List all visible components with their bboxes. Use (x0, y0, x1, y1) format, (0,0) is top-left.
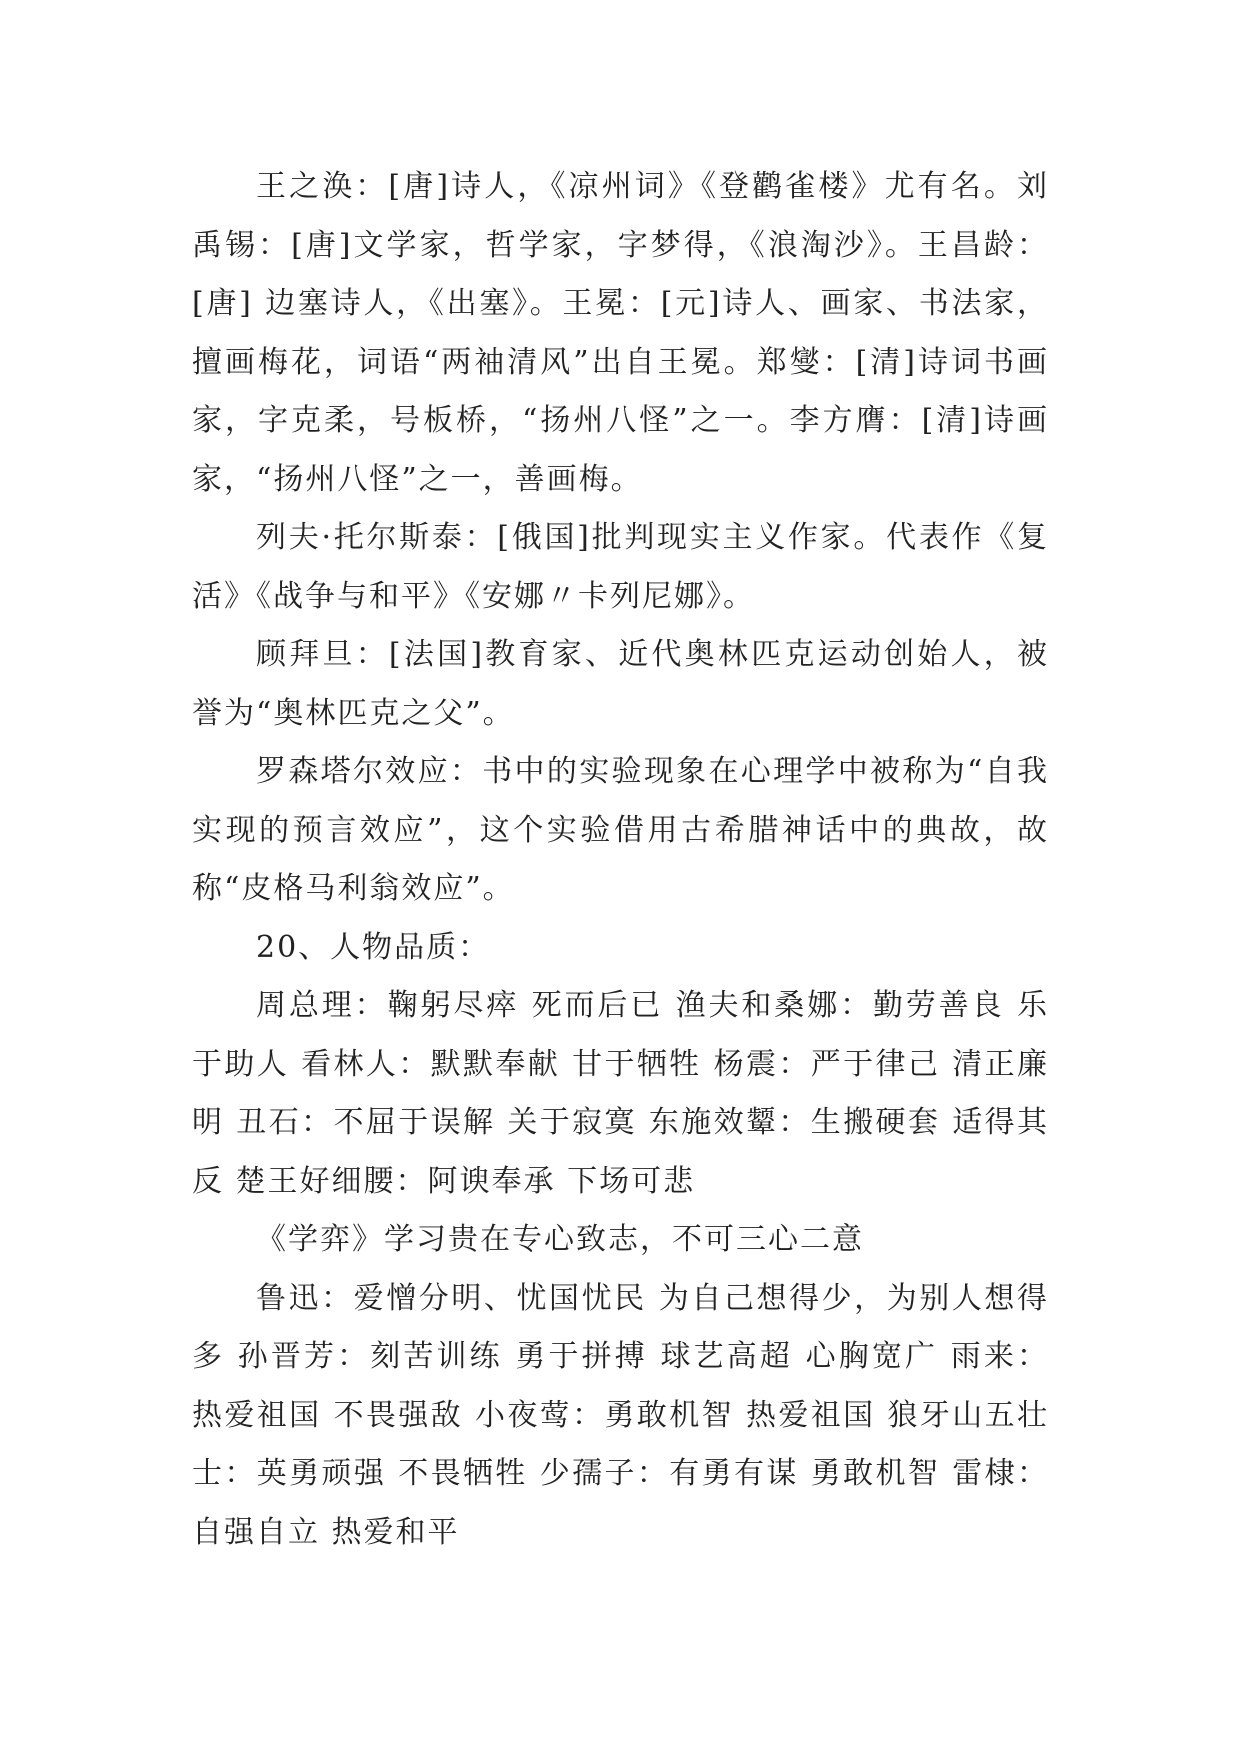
paragraph-chinese-poets: 王之涣：[唐]诗人，《凉州词》《登鹳雀楼》尤有名。刘禹锡：[唐]文学家，哲学家，字梦得，《浪淘沙》。王昌龄：[唐] 边塞诗人，《出塞》。王冕：[元]诗人、画家、书法家，擅画梅花，词语“两袖清风”出自王冕。郑燮：[清]诗词书画家，字克柔，号板桥，“扬州八怪”之一。李方膺：[清]诗画家，“扬州八怪”之一，善画梅。 (192, 169, 1049, 497)
paragraph-character-qualities-1: 周总理：鞠躬尽瘁 死而后已 渔夫和桑娜：勤劳善良 乐于助人 看林人：默默奉献 甘于牺牲 杨震：严于律己 清正廉明 丑石：不屈于误解 关于寂寞 东施效颦：生搬硬套 适得其反 楚王好细腰：阿谀奉承 下场可悲 (192, 988, 1049, 1199)
paragraph-character-qualities-2: 鲁迅：爱憎分明、忧国忧民 为自己想得少，为别人想得多 孙晋芳：刻苦训练 勇于拼搏 球艺高超 心胸宽广 雨来：热爱祖国 不畏强敌 小夜莺：勇敢机智 热爱祖国 狼牙山五壮士：英勇顽强 不畏牺牲 少孺子：有勇有谋 勇敢机智 雷棣：自强自立 热爱和平 (192, 1280, 1049, 1550)
document-body (192, 158, 1049, 1562)
section-heading-character-qualities: 20、人物品质： (256, 929, 491, 965)
paragraph-coubertin: 顾拜旦：[法国]教育家、近代奥林匹克运动创始人，被誉为“奥林匹克之父”。 (192, 637, 1049, 731)
paragraph-rosenthal-effect: 罗森塔尔效应：书中的实验现象在心理学中被称为“自我实现的预言效应”，这个实验借用古希腊神话中的典故，故称“皮格马利翁效应”。 (192, 754, 1049, 906)
paragraph-xueyi: 《学弈》学习贵在专心致志，不可三心二意 (256, 1222, 864, 1257)
paragraph-tolstoy: 列夫·托尔斯泰：[俄国]批判现实主义作家。代表作《复活》《战争与和平》《安娜〃卡列尼娜》。 (192, 520, 1049, 614)
